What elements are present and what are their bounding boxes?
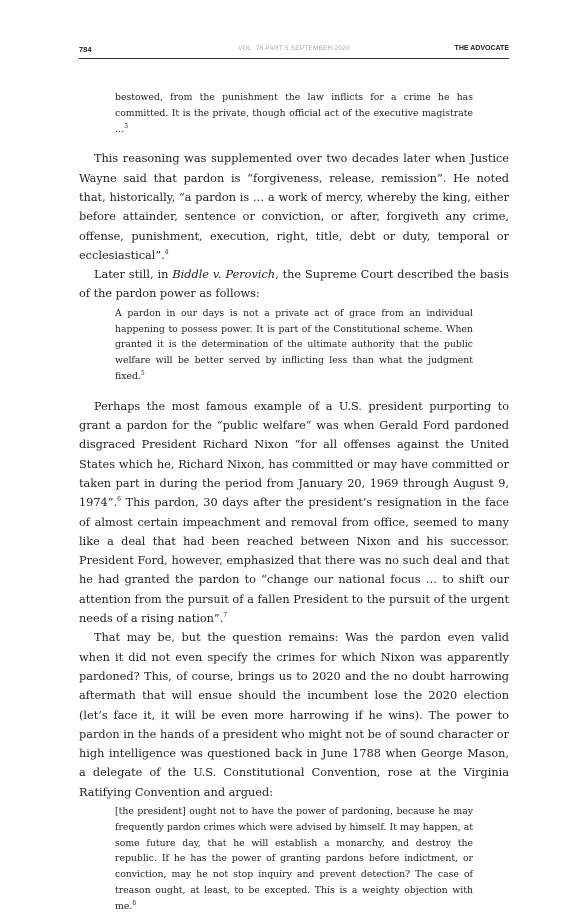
header-rule — [79, 58, 509, 59]
paragraph-2-lead: Later still, in — [94, 268, 173, 282]
footnote-ref-7: 7 — [223, 612, 228, 620]
footnote-ref-8: 8 — [132, 899, 137, 907]
paragraph-1-text: This reasoning was supplemented over two decades later when Justice Wayne said that pardon is “forgiveness, release, remission”. He noted that, historically, “a pardon is … a work of mercy, whereby the king, either before attainder, sentence or conviction, or after, forgiveth any crime, offense, punishment, execution, right, title, debt or duty, temporal or ecclesiastical”. — [79, 152, 509, 262]
running-header — [79, 45, 509, 57]
paragraph-1 — [79, 149, 509, 265]
paragraph-2-rest: , the Supreme Court described the basis of the pardon power as follows: — [79, 268, 509, 301]
article-body — [79, 90, 509, 915]
quote-2-text: A pardon in our days is not a private act of grace from an individual happening to possess power. It is part of the Constitutional scheme. When granted it is the determination of the ultimate authority that the public welfare will be better served by inflicting less than what the judgment fixed. — [115, 307, 473, 382]
footnote-ref-4: 4 — [164, 249, 169, 257]
paragraph-4 — [79, 628, 509, 802]
footnote-ref-5: 5 — [140, 369, 145, 377]
paragraph-4-text: That may be, but the question remains: Was the pardon even valid when it did not even specify the crimes for which Nixon was apparently pardoned? This, of course, brings us to 2020 and the no doubt harrowing aftermath that will ensue should the incumbent lose the 2020 election (let’s face it, it will be even more harrowing if he wins). The power to pardon in the hands of a president who might not be of sound character or high intelligence was questioned back in June 1788 when George Mason, a delegate of the U.S. Constitutional Convention, rose at the Virginia Ratifying Convention and argued: — [79, 631, 509, 799]
paragraph-2 — [79, 265, 509, 304]
case-name: Biddle v. Perovich — [172, 268, 276, 282]
footnote-ref-3: 3 — [124, 122, 129, 130]
block-quote-1 — [115, 90, 473, 137]
block-quote-2 — [115, 306, 473, 385]
journal-title: THE ADVOCATE — [454, 45, 509, 52]
paragraph-3 — [79, 397, 509, 629]
paragraph-3-text-b: This pardon, 30 days after the president’s resignation in the face of almost certain impeachment and removal from office, seemed to many like a deal that had been reached between Nixon and his successor. President Ford, however, emphasized that there was no such deal and that he had granted the pardon to “change our national focus … to shift our attention from the pursuit of a fallen President to the pursuit of the urgent needs of a rising nation”. — [79, 496, 509, 626]
quote-1-text: bestowed, from the punishment the law inflicts for a crime he has committed. It is the private, though official act of the executive magistrate … — [115, 92, 473, 135]
volume-info: VOL. 78 PART 5 SEPTEMBER 2020 — [238, 45, 350, 52]
quote-3-text: [the president] ought not to have the power of pardoning, because he may frequently pardon crimes which were advised by himself. It may happen, at some future day, that he will establish a monarchy, and destroy the republic. If he has the power of granting pardons before indictment, or conviction, may he not stop inquiry and prevent detection? The case of treason ought, at least, to be excepted. This is a weighty objection with me. — [115, 805, 473, 912]
footnote-ref-6: 6 — [117, 496, 121, 504]
page-number: 784 — [79, 45, 92, 54]
block-quote-3 — [115, 804, 473, 915]
paragraph-3-text-a: Perhaps the most famous example of a U.S. president purporting to grant a pardon for the “public welfare” was when Gerald Ford pardoned disgraced President Richard Nixon “for all offenses against the United States which he, Richard Nixon, has committed or may have committed or taken part in during the period from January 20, 1969 through August 9, 1974”. — [79, 399, 509, 510]
